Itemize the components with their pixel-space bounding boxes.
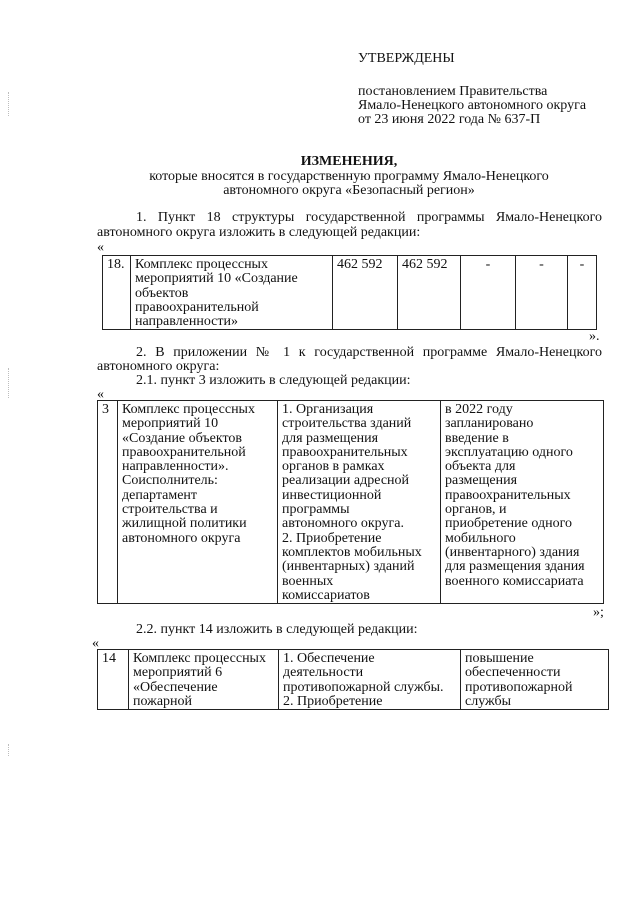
item2-1-cell-number: 3 bbox=[98, 401, 118, 604]
item2-1-intro: 2.1. пункт 3 изложить в следующей редакции: bbox=[136, 373, 411, 388]
item2-2-open-quote: « bbox=[92, 636, 99, 651]
item1-table bbox=[102, 255, 597, 330]
item2-2-cell-measures: 1. Обеспечение деятельности противопожарной службы. 2. Приобретение bbox=[279, 650, 461, 710]
item1-cell-value-4: - bbox=[516, 256, 568, 330]
approval-line-2: Ямало-Ненецкого автономного округа bbox=[358, 98, 587, 113]
approval-stamp-title: УТВЕРЖДЕНЫ bbox=[358, 51, 455, 66]
item2-2-cell-result: повышение обеспеченности противопожарной службы bbox=[461, 650, 609, 710]
item2-2-table bbox=[97, 649, 609, 710]
item1-open-quote: « bbox=[97, 240, 104, 255]
margin-scan-mark bbox=[8, 368, 9, 398]
item2-intro-line-1: 2. В приложении № 1 к государственной программе Ямало-Ненецкого bbox=[136, 345, 602, 360]
item2-1-table bbox=[97, 400, 604, 604]
table-row bbox=[103, 256, 597, 330]
item1-cell-value-5: - bbox=[568, 256, 597, 330]
table-row bbox=[98, 401, 604, 604]
item2-1-cell-result: в 2022 году запланировано введение в эксплуатацию одного объекта для размещения правоохранительных органов, и приобретение одного мобильного (инвентарного) здания для размещения здания военного комиссариата bbox=[441, 401, 604, 604]
margin-scan-mark bbox=[8, 92, 9, 116]
approval-line-1: постановлением Правительства bbox=[358, 84, 548, 99]
item2-2-cell-name: Комплекс процессных мероприятий 6 «Обеспечение пожарной bbox=[129, 650, 279, 710]
item2-2-intro: 2.2. пункт 14 изложить в следующей редакции: bbox=[136, 622, 418, 637]
item1-cell-value-2: 462 592 bbox=[398, 256, 461, 330]
item1-cell-name: Комплекс процессных мероприятий 10 «Создание объектов правоохранительной направленности» bbox=[131, 256, 333, 330]
item1-intro-line-2: автономного округа изложить в следующей редакции: bbox=[97, 225, 421, 240]
table-row bbox=[98, 650, 609, 710]
margin-scan-mark bbox=[8, 744, 9, 756]
item1-cell-value-1: 462 592 bbox=[333, 256, 398, 330]
item2-1-close-quote: »; bbox=[593, 605, 604, 620]
item2-1-open-quote: « bbox=[97, 387, 104, 402]
item1-cell-number: 18. bbox=[103, 256, 131, 330]
document-title: ИЗМЕНЕНИЯ, bbox=[300, 154, 398, 169]
item1-intro-line-1: 1. Пункт 18 структуры государственной программы Ямало-Ненецкого bbox=[136, 210, 602, 225]
item2-1-cell-measures: 1. Организация строительства зданий для размещения правоохранительных органов в рамках реализации адресной инвестиционной программы автономного округа. 2. Приобретение комплектов мобильных (инвентарных) зданий военных комиссариатов bbox=[278, 401, 441, 604]
document-subtitle-line-1: которые вносятся в государственную программу Ямало-Ненецкого bbox=[149, 169, 549, 184]
approval-line-3: от 23 июня 2022 года № 637-П bbox=[358, 112, 541, 127]
item2-intro-line-2: автономного округа: bbox=[97, 359, 220, 374]
item1-close-quote: ». bbox=[589, 329, 600, 344]
item2-1-cell-name: Комплекс процессных мероприятий 10 «Создание объектов правоохранительной направленности». Соисполнитель: департамент строительства и жилищной политики автономного округа bbox=[118, 401, 278, 604]
document-subtitle-line-2: автономного округа «Безопасный регион» bbox=[223, 183, 475, 198]
item1-cell-value-3: - bbox=[461, 256, 516, 330]
item2-2-cell-number: 14 bbox=[98, 650, 129, 710]
